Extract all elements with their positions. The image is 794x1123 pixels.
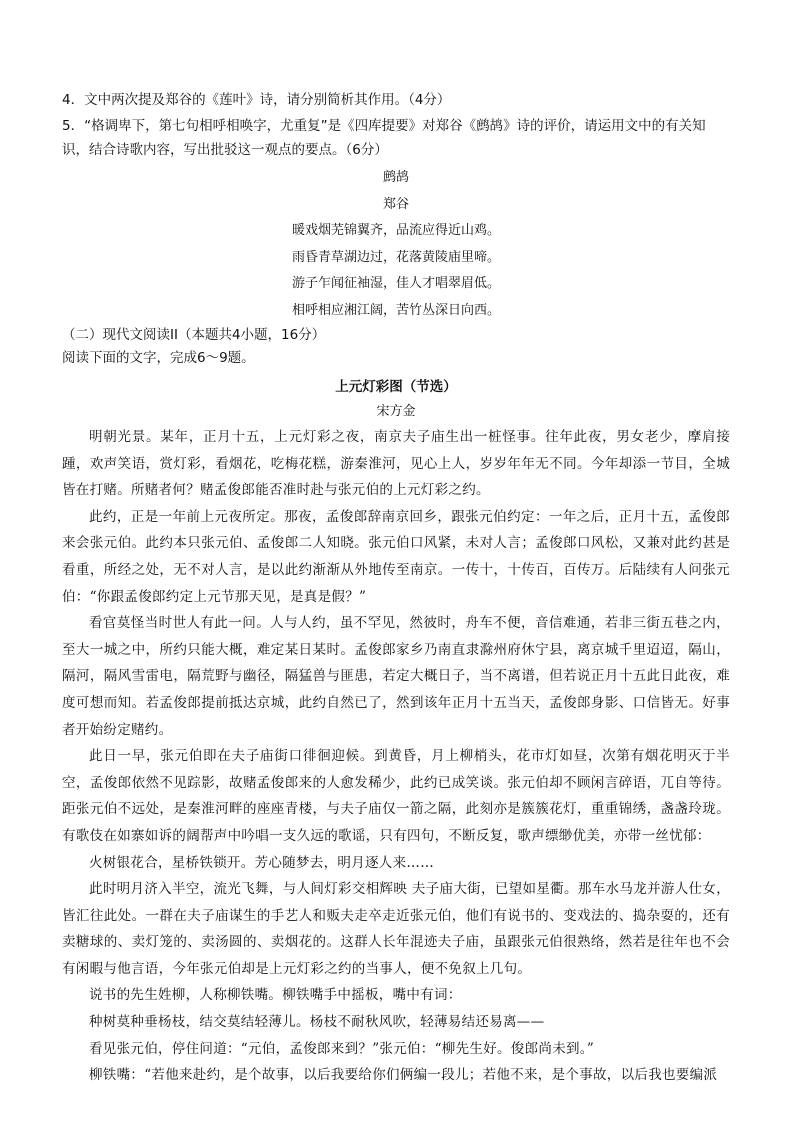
paragraph: 说书的先生姓柳，人称柳铁嘴。柳铁嘴手中摇板，嘴中有词： <box>89 987 462 1004</box>
article-body <box>62 424 730 1089</box>
recited-verse: 种树莫种垂杨枝，结交莫结轻薄儿。杨枝不耐秋风吹，轻薄易结还易离—— <box>89 1014 545 1031</box>
article-author: 宋方金 <box>376 404 416 419</box>
poem-title: 鹧鸪 <box>382 170 409 185</box>
paragraph: 此时明月济入半空，流光飞舞，与人间灯彩交相辉映 夫子庙大街，已望如星衢。那车水马龙并游人仕女，皆汇往此处。一群在夫子庙谋生的手艺人和贩夫走卒走近张元伯，他们有说书的、变戏法的、捣杂耍的，还有卖糖球的、卖灯笼的、卖汤圆的、卖烟花的。这群人长年混迹夫子庙，虽跟张元伯很熟络，然若是往年也不会有闲暇与他言语，今年张元伯却是上元灯彩之约的当事人，便不免叙上几句。 <box>62 881 730 977</box>
poem-line: 暖戏烟芜锦翼齐，品流应得近山鸡。 <box>291 223 500 238</box>
question-5: 5．“格调卑下，第七句相呼相唤字，尤重复”是《四库提要》对郑谷《鹧鸪》诗的评价，请运用文中的有关知识，结合诗歌内容，写出批驳这一观点的要点。（6分） <box>62 118 706 158</box>
poem-author: 郑谷 <box>382 196 409 212</box>
article-title: 上元灯彩图（节选） <box>335 379 457 395</box>
poem-line: 雨昏青草湖边过，花落黄陵庙里啼。 <box>291 249 500 265</box>
question-4: 4．文中两次提及郑谷的《莲叶》诗，请分别简析其作用。（4分） <box>62 92 451 108</box>
paragraph: 此约，正是一年前上元夜所定。那夜，孟俊郎辞南京回乡，跟张元伯约定：一年之后，正月十五，孟俊郎来会张元伯。此约本只张元伯、孟俊郎二人知晓。张元伯口风紧，未对人言；孟俊郎口风松，又兼对此约甚是看重，所经之处，无不对人言，是以此约渐渐从外地传至南京。一传十，十传百，百传万。后陆续有人问张元伯：“你跟孟俊郎约定上元节那天见，是真是假？” <box>62 508 730 605</box>
poem-line: 相呼相应湘江阔，苦竹丛深日向西。 <box>291 302 500 318</box>
section-header: （二）现代文阅读II（本题共4小题，16分） <box>62 327 326 343</box>
poem-block <box>62 165 730 324</box>
section-instruction: 阅读下面的文字，完成6～9题。 <box>62 350 255 366</box>
paragraph: 此日一早，张元伯即在夫子庙街口徘徊迎候。到黄昏，月上柳梢头，花市灯如昼，次第有烟花明灭于半空，孟俊郎依然不见踪影，故赌孟俊郎来的人愈发稀少，此约已成笑谈。张元伯却不顾闲言碎语，兀自等待。距张元伯不远处，是秦淮河畔的座座青楼，与夫子庙仅一箭之隔，此刻亦是簇簇花灯，重重锦绣，盏盏玲珑。有歌伎在如寨如诉的阔帮声中吟唱一支久远的歌谣，只有四句，不断反复，歌声缥缈优美，亦带一丝忧郁： <box>62 748 730 844</box>
poem-line: 游子乍闻征袖湿，佳人才唱翠眉低。 <box>291 276 500 291</box>
paragraph: 明朝光景。某年，正月十五，上元灯彩之夜，南京夫子庙生出一桩怪事。往年此夜，男女老少，摩肩接踵，欢声笑语，赏灯彩，看烟花，吃梅花糕，游秦淮河，见心上人，岁岁年年无不同。今年却添一节目，全城皆在打赌。所赌者何？赌孟俊郎能否准时赴与张元伯的上元灯彩之约。 <box>62 429 730 499</box>
paragraph: 看官莫怪当时世人有此一问。人与人约，虽不罕见，然彼时，舟车不便，音信难通，若非三街五巷之内，至大一城之中，所约只能大概，难定某日某时。孟俊郎家乡乃南直隶滁州府休宁县，离京城千里迢迢，隔山，隔河，隔风雪雷电，隔荒野与幽径，隔猛兽与匪患，若定大概日子，当不离谱，但若说正月十五此日此夜，难度可想而知。若孟俊郎提前抵达京城，此约自然已了，然到该年正月十五当天，孟俊郎身影、口信皆无。好事者开始纷定赌约。 <box>62 615 730 738</box>
paragraph: 看见张元伯，停住问道：“元伯，孟俊郎来到？”张元伯：“柳先生好。俊郎尚未到。” <box>89 1040 595 1057</box>
paragraph: 柳铁嘴：“若他来赴约，是个故事，以后我要给你们俩编一段儿；若他不来，是个事故，以后我也要编派 <box>89 1067 718 1084</box>
song-verse: 火树银花合，星桥铁锁开。芳心随梦去，明月逐人来…… <box>89 854 434 871</box>
